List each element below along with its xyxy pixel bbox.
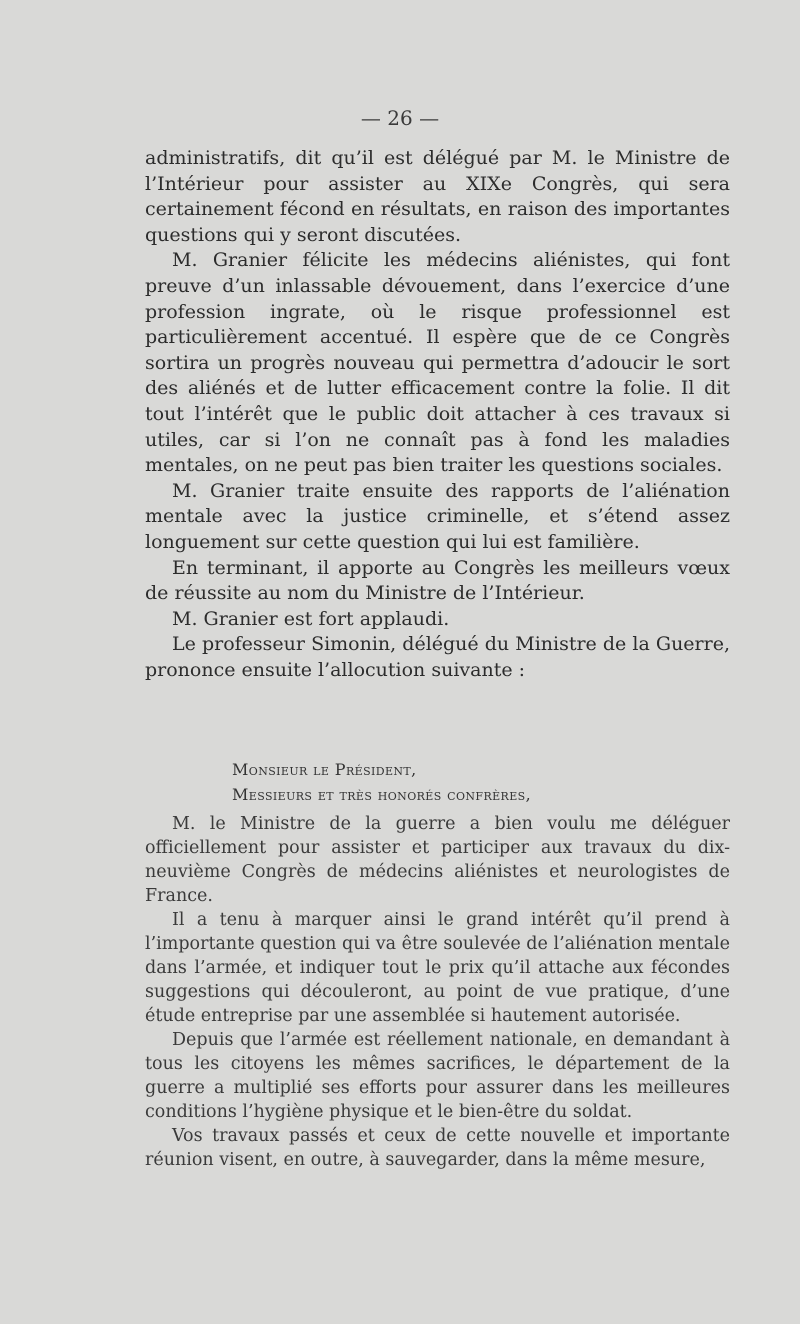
- paragraph: Vos travaux passés et ceux de cette nouvelle et importante réunion visent, en outre, à sauvegarder, dans la même mesure,: [145, 1126, 730, 1170]
- speech-salutation: [232, 757, 712, 807]
- paragraph: M. Granier est fort applaudi.: [172, 607, 450, 630]
- salutation-line: Monsieur le Président,: [232, 760, 417, 779]
- paragraph: M. le Ministre de la guerre a bien voulu me déléguer officiellement pour assister et participer aux travaux du dix-neuvième Congrès de médecins aliénistes et neurologistes de France.: [145, 814, 730, 906]
- paragraph: En terminant, il apporte au Congrès les meilleurs vœux de réussite au nom du Ministre de l’Intérieur.: [145, 556, 730, 605]
- paragraph: Il a tenu à marquer ainsi le grand intérêt qu’il prend à l’importante question qui va être soulevée de l’aliénation mentale dans l’armée, et indiquer tout le prix qu’il attache aux fécondes suggestions qui découleront, au point de vue pratique, d’une étude entreprise par une assemblée si hautement autorisée.: [145, 910, 730, 1026]
- paragraph: Le professeur Simonin, délégué du Ministre de la Guerre, prononce ensuite l’allocution suivante :: [145, 633, 730, 681]
- page-number: — 26 —: [360, 106, 440, 130]
- speech-text: [145, 812, 730, 1172]
- paragraph: M. Granier traite ensuite des rapports de l’aliénation mentale avec la justice criminelle, et s’étend assez longuement sur cette question qui lui est familière.: [145, 479, 730, 553]
- paragraph: Depuis que l’armée est réellement nationale, en demandant à tous les citoyens les mêmes sacrifices, le département de la guerre a multiplié ses efforts pour assurer dans les meilleures conditions l’hygiène physique et le bien-être du soldat.: [145, 1030, 730, 1122]
- narrative-text: [145, 146, 730, 683]
- paragraph: administratifs, dit qu’il est délégué par M. le Ministre de l’Intérieur pour assister au XIXe Congrès, qui sera certainement fécond en résultats, en raison des importantes questions qui y seront discutées.: [145, 147, 730, 246]
- salutation-line: Messieurs et très honorés confrères,: [232, 785, 532, 804]
- paragraph: M. Granier félicite les médecins aliénistes, qui font preuve d’un inlassable dévouement, dans l’exercice d’une profession ingrate, où le risque professionnel est particulièrement accentué. Il espère que de ce Congrès sortira un progrès nouveau qui permettra d’adoucir le sort des aliénés et de lutter efficacement contre la folie. Il dit tout l’intérêt que le public doit attacher à ces travaux si utiles, car si l’on ne connaît pas à fond les maladies mentales, on ne peut pas bien traiter les questions sociales.: [145, 249, 730, 477]
